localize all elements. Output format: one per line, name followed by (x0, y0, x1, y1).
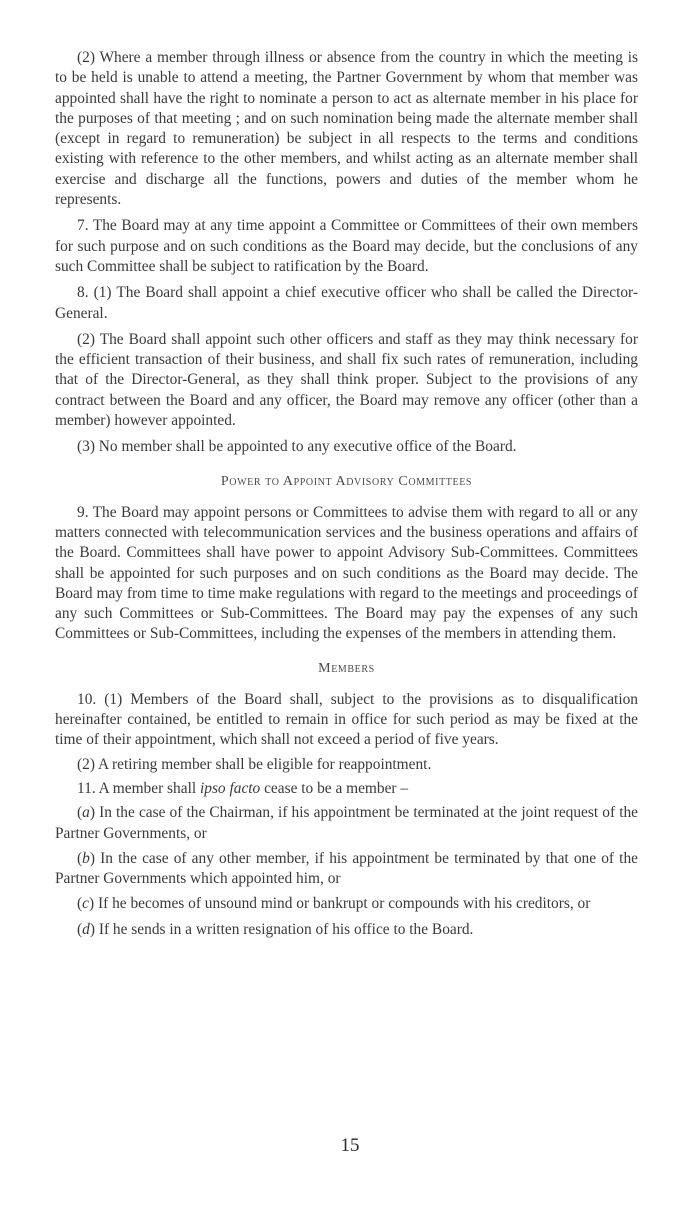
paragraph-9: 9. The Board may appoint persons or Committees to advise them with regard to all or any matters connected with telecommunication services and the business operations and affairs of the Board. Committees shall have power to appoint Advisory Sub-Committees. Committees shall be appointed for such purposes and on such conditions as the Board may decide. The Board may from time to time make regulations with regard to the meetings and proceedings of any such Committees or Sub-Committees. The Board may pay the expenses of any such Committees or Sub-Committees, including the expenses of the members in attending them. (55, 503, 638, 643)
paragraph-8-1: 8. (1) The Board shall appoint a chief executive officer who shall be called the Director-General. (55, 284, 638, 322)
paragraph-7: 7. The Board may at any time appoint a Committee or Committees of their own members for such purpose and on such conditions as the Board may decide, but the conclusions of any such Committee shall be subject to ratification by the Board. (55, 217, 638, 275)
paragraph-10-1: 10. (1) Members of the Board shall, subject to the provisions as to disqualification hereinafter contained, be entitled to remain in office for such period as may be fixed at the time of their appointment, which shall not exceed a period of five years. (55, 690, 638, 749)
sub-clause-b-label: b (82, 849, 90, 867)
sub-clause-d-text: If he sends in a written resignation of his office to the Board. (94, 920, 474, 938)
sub-clause-c: (c) If he becomes of unsound mind or bankrupt or compounds with his creditors, or (77, 895, 591, 913)
sub-clause-a: (a) In the case of the Chairman, if his appointment be terminated at the joint request of the Partner Governments, or (55, 804, 638, 842)
sub-clause-c-label: c (82, 895, 89, 913)
paragraph-11-italic: ipso facto (199, 779, 261, 797)
paragraph-8-3: (3) No member shall be appointed to any executive office of the Board. (77, 438, 517, 456)
page-number: 15 (340, 1135, 360, 1156)
paragraph-11 (55, 779, 638, 799)
paragraph-11-suffix: cease to be a member – (260, 779, 409, 797)
paragraph-10-2: (2) A retiring member shall be eligible for reappointment. (77, 755, 432, 773)
paragraph-8-2: (2) The Board shall appoint such other officers and staff as they may think necessary for the efficient transaction of their business, and shall fix such rates of remuneration, including that of the Director-General, as they shall think proper. Subject to the provisions of any contract between the Board and any officer, the Board may remove any officer (other than a member) however appointed. (55, 330, 638, 430)
heading-members: Members (318, 660, 375, 676)
sub-clause-b-text: In the case of any other member, if his appointment be terminated by that one of the Partner Governments which appointed him, or (55, 849, 638, 888)
paragraph-11-prefix: 11. A member shall (77, 779, 200, 797)
paragraph-6-2: (2) Where a member through illness or absence from the country in which the meeting is to be held is unable to attend a meeting, the Partner Government by whom that member was appointed shall have the right to nominate a person to act as alternate member in his place for the purposes of that meeting ; and on such nomination being made the alternate member shall (except in regard to remuneration) be subject in all respects to the terms and conditions existing with reference to the other members, and whilst acting as an alternate member shall exercise and discharge all the functions, powers and duties of the member whom he represents. (55, 49, 638, 209)
sub-clause-a-label: a (82, 804, 90, 822)
heading-advisory-committees: Power to Appoint Advisory Committees (220, 473, 473, 489)
sub-clause-a-text: In the case of the Chairman, if his appointment be terminated at the joint request of the Partner Governments, or (55, 804, 638, 842)
sub-clause-d: (d) If he sends in a written resignation of his office to the Board. (77, 920, 474, 938)
sub-clause-b: (b) In the case of any other member, if his appointment be terminated by that one of the Partner Governments which appointed him, or (55, 849, 638, 888)
document-page (55, 48, 638, 945)
sub-clause-d-label: d (82, 920, 90, 938)
sub-clause-c-text: If he becomes of unsound mind or bankrupt or compounds with his creditors, or (94, 895, 591, 913)
